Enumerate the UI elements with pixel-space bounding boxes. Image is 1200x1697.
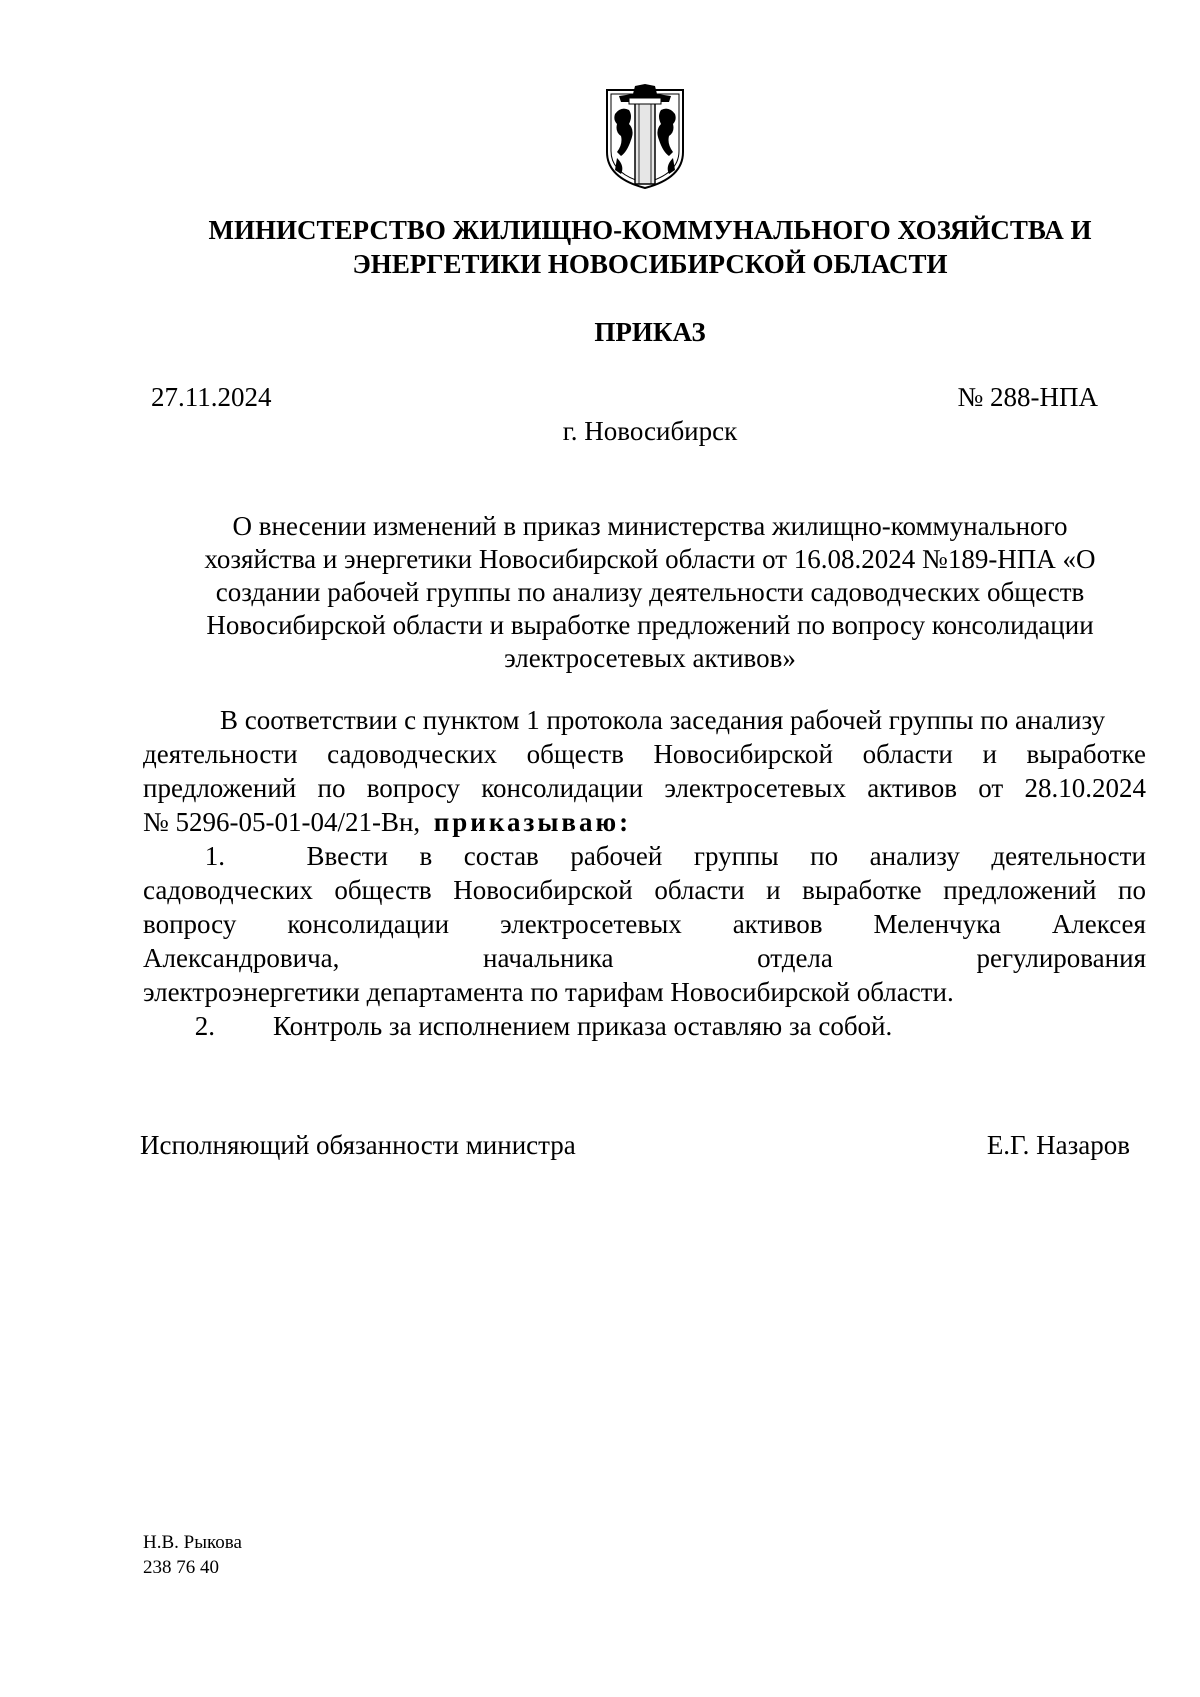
word: по (317, 773, 346, 803)
word: по (810, 841, 839, 871)
ministry-name-line2: ЭНЕРГЕТИКИ НОВОСИБИРСКОЙ ОБЛАСТИ (352, 249, 948, 279)
word: Ввести (306, 841, 389, 871)
word: области (654, 875, 745, 905)
word: Меленчука (873, 909, 1001, 939)
word: выработке (802, 875, 922, 905)
word: предложений (143, 773, 297, 803)
item-number: 2. (194, 1011, 215, 1041)
word: состав (463, 841, 539, 871)
word: консолидации (287, 909, 450, 939)
word: и (982, 739, 997, 769)
item-text: Контроль за исполнением приказа оставляю за собой. (273, 1011, 893, 1041)
order-word: приказываю: (433, 807, 632, 837)
word: в (419, 841, 433, 871)
word: предложений (943, 875, 1097, 905)
item-line (143, 1009, 1146, 1043)
executor-name: Н.В. Рыкова (143, 1532, 242, 1553)
executor-info (143, 1530, 242, 1580)
item-line (143, 839, 1146, 873)
word: по (1118, 875, 1146, 905)
subject-line: хозяйства и энергетики Новосибирской области от 16.08.2024 №189-НПА «О (204, 544, 1096, 574)
document-body (143, 703, 1146, 1043)
preamble-line (143, 737, 1146, 771)
word: рабочей (570, 841, 663, 871)
word: садоводческих (143, 875, 313, 905)
word: группы (693, 841, 779, 871)
subject-line: создании рабочей группы по анализу деятельности садоводческих обществ (215, 577, 1085, 607)
word: начальника (483, 943, 614, 973)
preamble-line: В соответствии с пунктом 1 протокола заседания рабочей группы по анализу (220, 705, 1106, 735)
subject-line: Новосибирской области и выработке предложений по вопросу консолидации (206, 610, 1094, 640)
signatory-position: Исполняющий обязанности министра (140, 1130, 576, 1160)
word: садоводческих (327, 739, 498, 769)
coat-of-arms-icon (599, 82, 691, 192)
word: Алексея (1051, 909, 1146, 939)
protocol-number: № 5296-05-01-04/21-Вн, (143, 807, 421, 837)
word: электросетевых (664, 773, 846, 803)
word: вопросу (143, 909, 237, 939)
document-date: 27.11.2024 (151, 382, 272, 412)
preamble-line (143, 805, 1146, 839)
word: обществ (526, 739, 624, 769)
word: деятельности (991, 841, 1146, 871)
subject-line: электросетевых активов» (504, 643, 796, 673)
document-type: ПРИКАЗ (594, 317, 706, 347)
word: отдела (757, 943, 833, 973)
word: консолидации (481, 773, 644, 803)
word: активов (732, 909, 823, 939)
item-number: 1. (204, 841, 225, 871)
item-line (143, 873, 1146, 907)
word: области (862, 739, 953, 769)
word: деятельности (143, 739, 298, 769)
word: Новосибирской (453, 875, 633, 905)
document-city: г. Новосибирск (562, 416, 738, 446)
word: Новосибирской (653, 739, 833, 769)
word: Александровича, (143, 943, 340, 973)
signatory-name: Е.Г. Назаров (986, 1130, 1130, 1160)
word: выработке (1026, 739, 1146, 769)
word: анализу (869, 841, 960, 871)
word: регулирования (976, 943, 1146, 973)
word: вопросу (366, 773, 461, 803)
word: обществ (334, 875, 432, 905)
document-number: № 288-НПА (957, 382, 1098, 412)
executor-phone: 238 76 40 (143, 1557, 219, 1578)
ministry-name (130, 213, 1170, 281)
item-line (143, 941, 1146, 975)
subject-line: О внесении изменений в приказ министерства жилищно-коммунального (232, 511, 1068, 541)
ministry-name-line1: МИНИСТЕРСТВО ЖИЛИЩНО-КОММУНАЛЬНОГО ХОЗЯЙСТВА И (208, 215, 1092, 245)
document-subject (130, 510, 1170, 675)
word: и (766, 875, 781, 905)
preamble-line (143, 771, 1146, 805)
word: 28.10.2024 (1024, 773, 1146, 803)
word: активов (867, 773, 958, 803)
word: от (978, 773, 1004, 803)
word: электросетевых (500, 909, 682, 939)
item-line: электроэнергетики департамента по тарифам Новосибирской области. (143, 977, 954, 1007)
item-line (143, 907, 1146, 941)
